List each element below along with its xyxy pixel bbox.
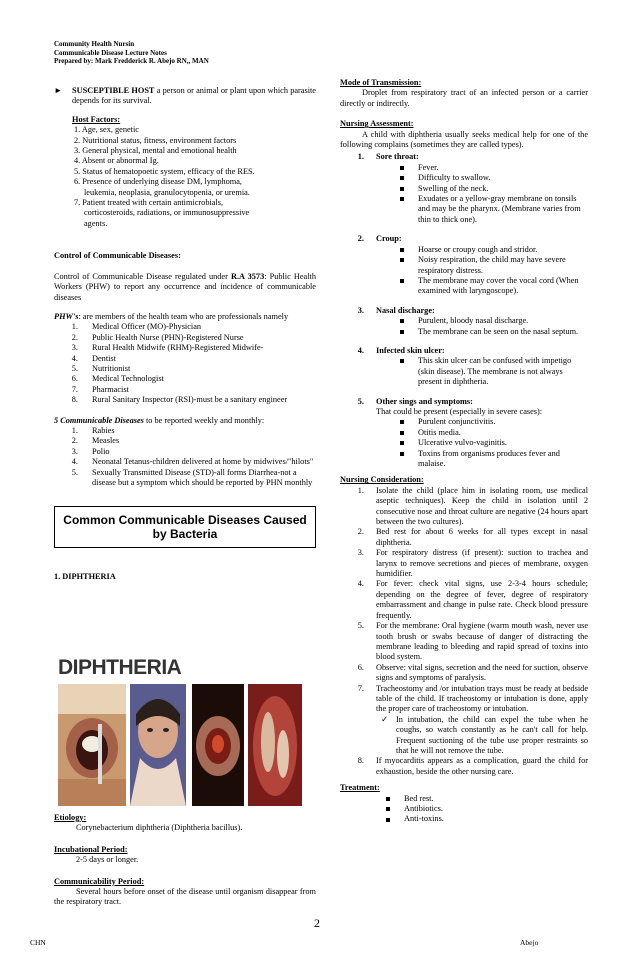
item-number: 2. (357, 527, 364, 537)
type-heading (340, 397, 588, 407)
square-bullet-icon (340, 449, 418, 470)
check-icon: ✓ (381, 714, 388, 724)
type-title: Croup: (376, 234, 402, 244)
consideration-item (340, 663, 588, 684)
square-bullet-icon (340, 814, 404, 824)
host-factor: 6. Presence of underlying disease DM, lymphoma, (74, 177, 242, 187)
host-factor: 3. General physical, mental and emotional health (74, 146, 237, 156)
control-text: Control of Communicable Disease regulated under R.A 3573: Public Health Workers (PHW) to report any occurrence and incidence of communicable diseases (54, 271, 316, 302)
bullet-item (340, 417, 588, 427)
footer-right: Abejo (520, 938, 539, 947)
square-bullet-icon (340, 428, 418, 438)
consideration-text: For respiratory distress (if present): suction to trachea and larynx to remove secretions and pieces of membrane, oxygen humidifier. (376, 548, 588, 579)
treatment-text: Bed rest. (404, 793, 434, 803)
host-factor: corticosteroids, radiations, or immunosuppressive (84, 208, 250, 218)
bullet-text: Swelling of the neck. (418, 183, 489, 193)
host-factor: 1. Age, sex, genetic (74, 125, 139, 135)
bullet-item (340, 255, 588, 276)
consideration-item (340, 684, 588, 715)
square-bullet-icon (340, 276, 418, 297)
bullet-text: Fever. (418, 162, 439, 172)
consideration-text: Isolate the child (place him in isolating room, use medical aseptic techniques). Keep the child in isolation until 2 consecutive nose and throat culture are negative (24 hours apart between the two cultures). (376, 485, 588, 527)
footer-left: CHN (30, 938, 46, 947)
type-title: Other sings and symptoms: (376, 396, 473, 406)
host-factors-title: Host Factors: (72, 114, 121, 124)
bullet-item (340, 276, 588, 297)
host-factor: 5. Status of hematopoetic system, efficacy of the RES. (74, 166, 255, 176)
skin-ulcer-photo (192, 684, 244, 806)
consideration-item (340, 579, 588, 621)
list-item: 2. Public Health Nurse (PHN)-Registered Nurse (71, 332, 244, 342)
mouth-photo (58, 684, 126, 806)
square-bullet-icon (340, 417, 418, 427)
list-item: 7. Pharmacist (71, 384, 129, 394)
assessment-type (340, 234, 588, 296)
list-item: 2. Measles (71, 436, 120, 446)
bullet-item (340, 428, 588, 438)
bullet-item (340, 316, 588, 326)
membrane-photo (248, 684, 302, 806)
type-heading (340, 346, 588, 356)
header-line-2: Communicable Disease Lecture Notes (54, 48, 167, 57)
five-diseases-text: 5 Communicable Diseases to be reported weekly and monthly: (54, 415, 265, 425)
list-item: 8. Rural Sanitary Inspector (RSI)-must be a sanitary engineer (71, 395, 288, 405)
bullet-item (340, 163, 588, 173)
host-factor: 7. Patient treated with certain antimicrobials, (74, 198, 224, 208)
consideration-item (340, 756, 588, 777)
section-box-title: Common Communicable Diseases Caused by Bacteria (54, 506, 316, 548)
list-item: 5. Nutritionist (71, 363, 131, 373)
host-factor: 2. Nutritional status, fitness, environment factors (74, 135, 237, 145)
bullet-item (340, 184, 588, 194)
assessment-type (340, 346, 588, 388)
type-heading (340, 234, 588, 244)
square-bullet-icon (340, 255, 418, 276)
consideration-text: For fever: check vital signs, use 2-3-4 hours schedule; depending on the degree of fever, degree of respiratory embarrassment and change in pulse rate. Check blood pressure frequently. (376, 579, 588, 620)
list-item: 6. Medical Technologist (71, 374, 164, 384)
list-item: 4. Dentist (71, 353, 116, 363)
control-title: Control of Communicable Diseases: (54, 251, 181, 261)
phw-list (54, 322, 316, 405)
type-title: Sore throat: (376, 152, 419, 162)
item-number: 5. (357, 621, 364, 631)
list-item: 1. Rabies (71, 425, 115, 435)
incubation-title: Incubational Period: (54, 844, 128, 854)
check-item (340, 715, 588, 757)
document-header (54, 40, 209, 66)
child-photo (130, 684, 186, 806)
item-number: 4. (357, 579, 364, 589)
square-bullet-icon (340, 327, 418, 337)
item-number: 1. (357, 485, 364, 495)
host-title: SUSCEPTIBLE HOST (72, 86, 155, 95)
assessment-types (340, 152, 588, 469)
consideration-text: Observe: vital signs, secretion and the need for suction, observe signs and symptoms of paralysis. (376, 662, 588, 683)
type-note: That could be present (especially in severe cases): (376, 406, 543, 416)
consideration-title: Nursing Consideration: (340, 475, 424, 485)
consideration-item (340, 527, 588, 548)
type-number: 4. (357, 345, 364, 355)
consideration-text: Tracheostomy and /or intubation trays must be ready at bedside table of the child. If tracheostomy or intubation is done, apply the proper care of tracheostomy or intubation. (376, 683, 588, 714)
consideration-text: Bed rest for about 6 weeks for all types except in nasal diphtheria. (376, 527, 588, 547)
square-bullet-icon (340, 356, 418, 387)
square-bullet-icon (340, 804, 404, 814)
assessment-text: A child with diphtheria usually seeks medical help for one of the following complains (sometimes they are called types). (340, 129, 588, 150)
bullet-text: Otitis media. (418, 427, 461, 437)
treatment-text: Antibiotics. (404, 804, 443, 813)
type-number: 1. (357, 152, 364, 162)
arrow-icon: ► (54, 86, 63, 95)
bullet-text: Hoarse or croupy cough and stridor. (418, 244, 538, 254)
type-heading (340, 152, 588, 162)
bullet-text: Noisy respiration, the child may have severe respiratory distress. (418, 255, 566, 275)
bullet-text: Purulent conjunctivitis. (418, 417, 496, 427)
bullet-item (340, 449, 588, 470)
type-title: Nasal discharge: (376, 305, 435, 315)
diphtheria-images (58, 656, 304, 822)
type-number: 3. (357, 305, 364, 315)
diphtheria-heading: 1. DIPHTHERIA (54, 572, 116, 582)
communicability-text: Several hours before onset of the disease until organism disappear from the respiratory tract. (54, 887, 316, 907)
communicability-title: Communicability Period: (54, 876, 145, 886)
square-bullet-icon (340, 316, 418, 326)
incubation-text: 2-5 days or longer. (76, 855, 139, 865)
bullet-item (340, 245, 588, 255)
host-factor: agents. (84, 218, 108, 228)
check-text: In intubation, the child can expel the tube when he coughs, so watch constantly as he can't call for help. Frequent suctioning of the tube use proper restraints so that he will not remove the tube. (396, 714, 588, 755)
item-number: 3. (357, 548, 364, 558)
list-item: 5. Sexually Transmitted Disease (STD)-all forms Diarrhea-not a disease but a symptom which should be reported by PHN monthly (71, 467, 313, 487)
treatment-item (340, 814, 588, 824)
assessment-title: Nursing Assessment: (340, 119, 414, 129)
bullet-text: Purulent, bloody nasal discharge. (418, 316, 529, 326)
etiology-title: Etiology: (54, 813, 87, 822)
bullet-text: Toxins from organisms produces fever and malaise. (418, 448, 560, 468)
left-column (54, 78, 316, 583)
list-item: 3. Polio (71, 446, 110, 456)
bullet-text: Exudates or a yellow-gray membrane on tonsils and may be the pharynx. (Membrane varies from thin to thick one). (418, 194, 581, 224)
header-line-1: Community Health Nursin (54, 40, 135, 48)
square-bullet-icon (340, 245, 418, 255)
type-number: 5. (357, 396, 364, 406)
consideration-list (340, 486, 588, 777)
mode-text: Droplet from respiratory tract of an infected person or a carrier directly or indirectly. (340, 88, 588, 108)
etiology-text: Corynebacterium diphtheria (Diphtheria bacillus). (76, 823, 243, 833)
page-number: 2 (314, 916, 320, 930)
header-line-3: Prepared by: Mark Fredderick R. Abejo RN,, MAN (54, 57, 209, 65)
bullet-item (340, 438, 588, 448)
host-factors (54, 115, 316, 229)
square-bullet-icon (340, 438, 418, 448)
consideration-item (340, 548, 588, 579)
square-bullet-icon (340, 163, 418, 173)
assessment-type (340, 306, 588, 337)
phw-text: PHW's: are members of the health team who are professionals namely (54, 311, 289, 321)
square-bullet-icon (340, 184, 418, 194)
item-number: 8. (357, 756, 364, 766)
susceptible-host (54, 86, 316, 107)
list-item: 1. Medical Officer (MO)-Physician (71, 322, 202, 332)
bullet-text: The membrane may cover the vocal cord (When examined with laryngoscope). (418, 275, 579, 296)
bullet-item (340, 356, 588, 387)
five-list (54, 426, 316, 488)
host-text: a person or animal or plant upon which parasite depends for its survival. (72, 86, 316, 106)
item-number: 7. (357, 683, 364, 693)
square-bullet-icon (340, 173, 418, 183)
treatment-list (340, 794, 588, 825)
bullet-item (340, 173, 588, 183)
type-title: Infected skin ulcer: (376, 345, 445, 355)
host-factor: leukemia, neoplasia, granulocytopenia, or uremia. (84, 187, 250, 197)
image-title: DIPHTHERIA (58, 656, 182, 679)
assessment-type (340, 397, 588, 470)
bullet-item (340, 327, 588, 337)
treatment-title: Treatment: (340, 783, 380, 793)
left-bottom (54, 813, 316, 908)
square-bullet-icon (340, 194, 418, 225)
bullet-text: Ulcerative vulvo-vaginitis. (418, 438, 507, 448)
type-number: 2. (357, 234, 364, 244)
consideration-item (340, 621, 588, 663)
bullet-text: Difficulty to swallow. (418, 173, 491, 183)
treatment-item (340, 804, 588, 814)
mode-title: Mode of Transmission: (340, 78, 422, 87)
square-bullet-icon (340, 794, 404, 804)
bullet-text: This skin ulcer can be confused with impetigo (skin disease). The membrane is not always present in diphtheria. (418, 356, 572, 387)
assessment-type (340, 152, 588, 225)
consideration-text: If myocarditis appears as a complication, guard the child for exhaustion, beside the other nursing care. (376, 756, 588, 776)
item-number: 6. (357, 662, 364, 672)
list-item: 3. Rural Health Midwife (RHM)-Registered Midwife- (71, 343, 264, 353)
treatment-item (340, 794, 588, 804)
type-heading (340, 306, 588, 316)
treatment-text: Anti-toxins. (404, 814, 444, 824)
consideration-item (340, 486, 588, 528)
list-item: 4. Neonatal Tetanus-children delivered at home by midwives/"hilots" (71, 457, 314, 467)
bullet-item (340, 194, 588, 225)
host-factor: 4. Absent or abnormal Ig. (74, 156, 159, 166)
consideration-text: For the membrane: Oral hygiene (warm mouth wash, never use tooth brush or swabs because of danger of distracting the membrane leading to bleeding and rapid spread of toxins into blood system. (376, 621, 588, 662)
right-column (340, 78, 588, 825)
bullet-text: The membrane can be seen on the nasal septum. (418, 326, 579, 336)
